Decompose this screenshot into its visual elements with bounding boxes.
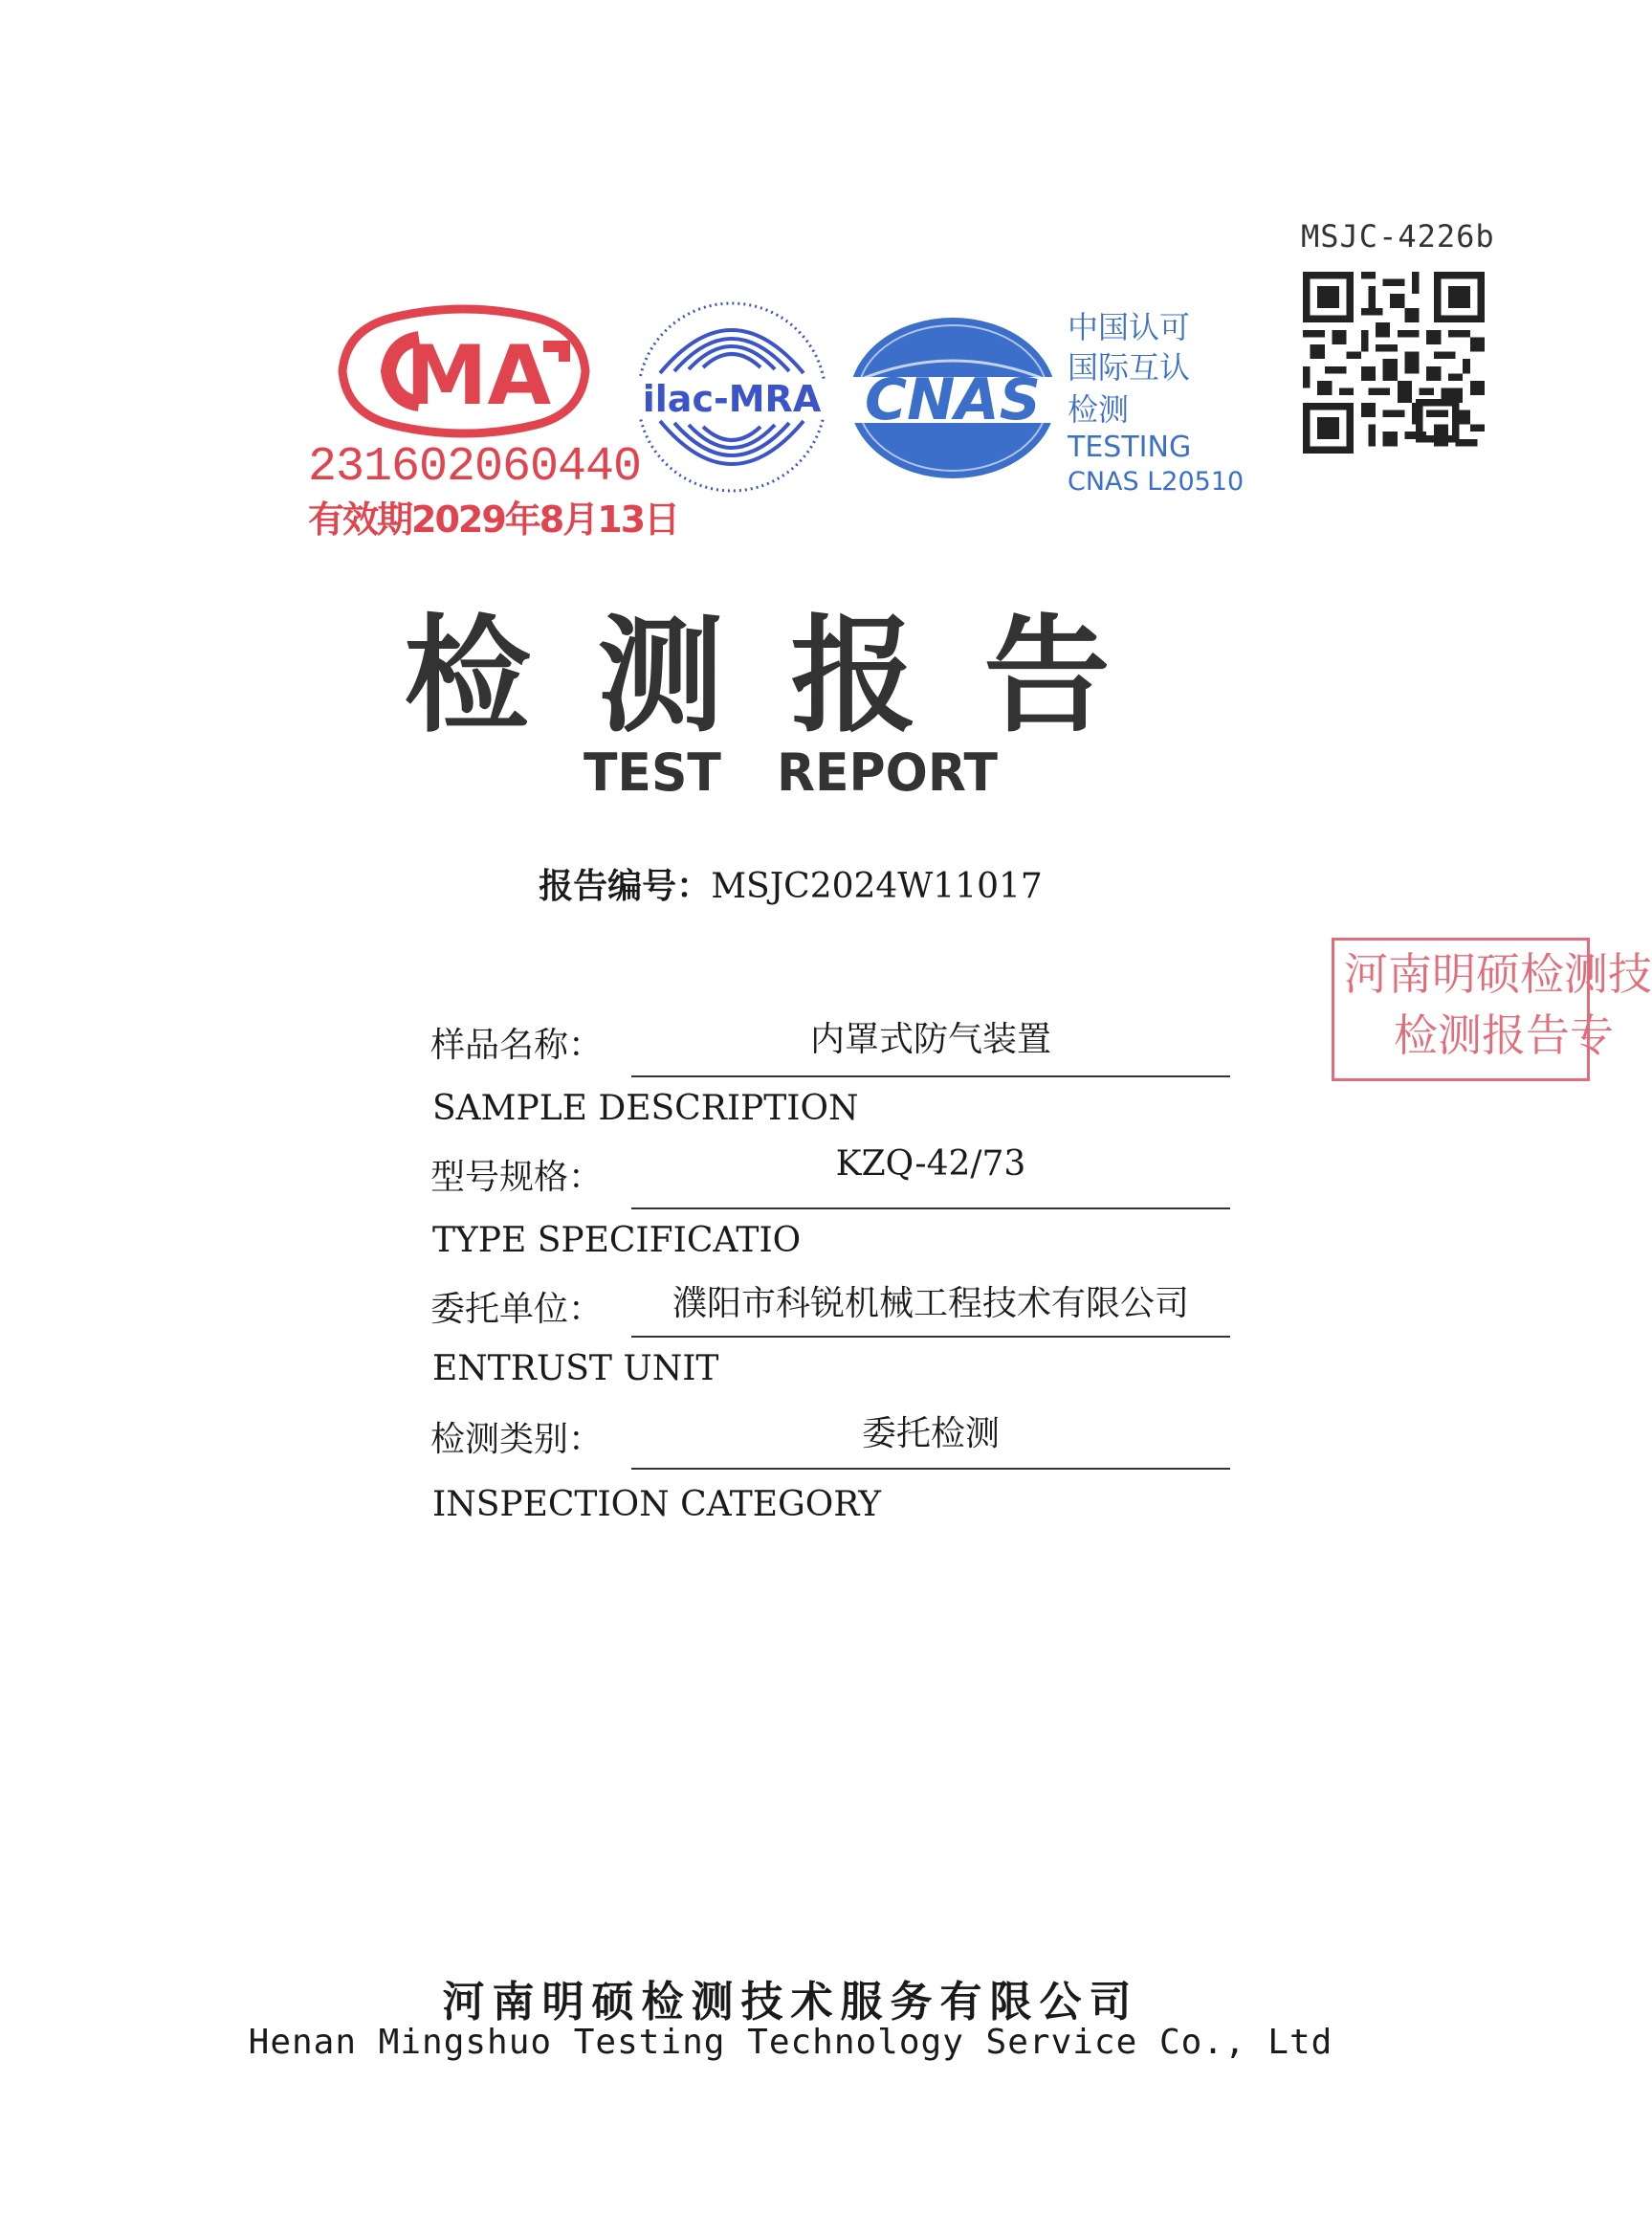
cma-logo-text: MA <box>405 328 552 424</box>
cnas-cn-line1: 中国认可 <box>1068 309 1191 345</box>
sample-name-label: 样品名称： <box>430 1026 604 1065</box>
type-spec-label: 型号规格： <box>430 1158 604 1197</box>
report-number-label: 报告编号： <box>539 866 712 906</box>
cnas-cn-line2: 国际互认 <box>1068 349 1191 386</box>
inspection-category-value: 委托检测 <box>861 1414 1000 1453</box>
company-name-en: Henan Mingshuo Testing Technology Service Co., Ltd <box>248 2023 1333 2062</box>
type-spec-value: KZQ-42/73 <box>835 1144 1026 1184</box>
entrust-unit-label: 委托单位： <box>430 1290 604 1329</box>
report-number-value: MSJC2024W11017 <box>711 867 1043 906</box>
entrust-unit-value: 濮阳市科锐机械工程技术有限公司 <box>672 1284 1189 1323</box>
side-seal-stamp <box>1332 938 1652 1081</box>
company-name-cn: 河南明硕检测技术服务有限公司 <box>442 1978 1139 2027</box>
report-number <box>0 859 1581 908</box>
qr-code <box>1303 272 1485 454</box>
entrust-unit-underline <box>631 1336 1230 1338</box>
cnas-cn-line3: 检测 <box>1068 391 1130 428</box>
cma-validity: 有效期2029年8月13日 <box>308 498 679 541</box>
cnas-testing: TESTING <box>1068 431 1192 464</box>
inspection-category-underline <box>631 1468 1230 1470</box>
inspection-category-en: INSPECTION CATEGORY <box>432 1485 882 1524</box>
title-english: TEST REPORT <box>583 742 999 804</box>
ilac-text: ilac-MRA <box>642 378 822 420</box>
sample-name-en: SAMPLE DESCRIPTION <box>432 1089 859 1128</box>
ilac-mra-logo <box>631 297 832 498</box>
cnas-number: CNAS L20510 <box>1068 467 1245 497</box>
cma-number: 231602060440 <box>308 440 642 495</box>
title-chinese: 检测报告 <box>404 602 1178 750</box>
entrust-unit-en: ENTRUST UNIT <box>432 1349 719 1388</box>
sample-name-underline <box>631 1075 1230 1077</box>
sample-name-value: 内罩式防气装置 <box>809 1020 1051 1059</box>
cnas-logo <box>838 312 1068 484</box>
document-code: MSJC-4226b <box>1301 218 1495 255</box>
side-seal-line1: 河南明硕检测技 <box>1344 948 1652 1000</box>
side-seal-line2: 检测报告专 <box>1394 1009 1614 1061</box>
type-spec-en: TYPE SPECIFICATIO <box>432 1221 802 1260</box>
cnas-text: CNAS <box>865 366 1041 433</box>
type-spec-underline <box>631 1207 1230 1209</box>
cma-logo <box>335 304 593 438</box>
inspection-category-label: 检测类别： <box>430 1420 604 1459</box>
